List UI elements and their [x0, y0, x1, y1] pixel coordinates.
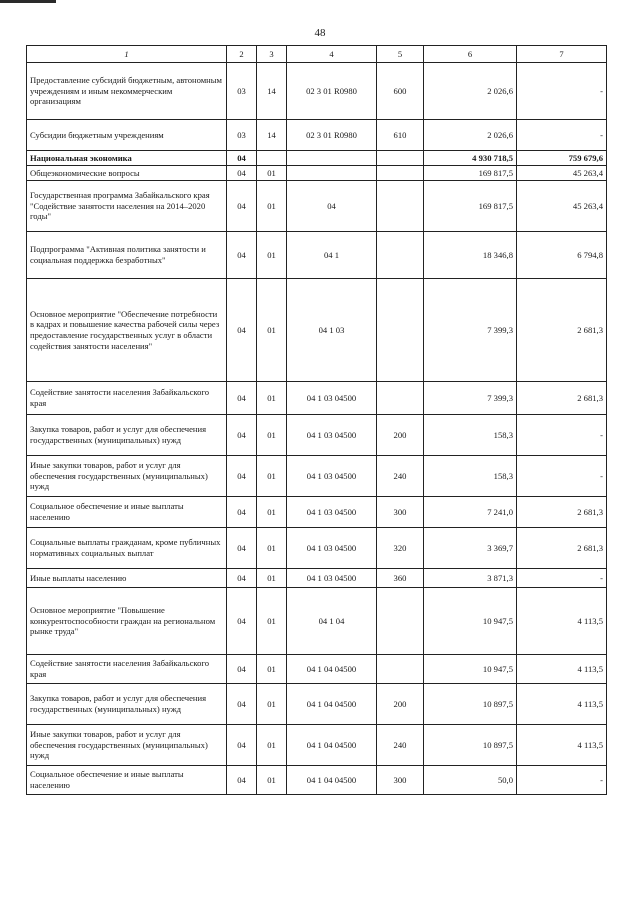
amount-col6: 158,3 [424, 456, 517, 497]
section-code: 04 [227, 279, 257, 382]
section-code: 03 [227, 63, 257, 120]
target-article-code: 04 1 04 [287, 588, 377, 655]
budget-table [26, 45, 607, 795]
amount-col6: 3 369,7 [424, 528, 517, 569]
section-code: 04 [227, 232, 257, 279]
target-article-code [287, 166, 377, 181]
table-row [27, 120, 607, 151]
subsection-code: 01 [257, 528, 287, 569]
expense-type-code [377, 181, 424, 232]
table-row [27, 151, 607, 166]
amount-col7: 4 113,5 [517, 725, 607, 766]
section-code: 04 [227, 588, 257, 655]
target-article-code: 02 3 01 R0980 [287, 120, 377, 151]
table-row [27, 588, 607, 655]
expense-type-code [377, 166, 424, 181]
table-row [27, 528, 607, 569]
subsection-code [257, 151, 287, 166]
column-header: 5 [377, 46, 424, 63]
table-row [27, 181, 607, 232]
item-name: Содействие занятости населения Забайкальского края [27, 382, 227, 415]
subsection-code: 01 [257, 456, 287, 497]
target-article-code: 04 1 [287, 232, 377, 279]
amount-col6: 10 947,5 [424, 588, 517, 655]
expense-type-code: 240 [377, 725, 424, 766]
column-header: 6 [424, 46, 517, 63]
target-article-code: 02 3 01 R0980 [287, 63, 377, 120]
item-name: Закупка товаров, работ и услуг для обеспечения государственных (муниципальных) нужд [27, 684, 227, 725]
amount-col6: 10 947,5 [424, 655, 517, 684]
target-article-code: 04 1 03 04500 [287, 528, 377, 569]
amount-col7: 4 113,5 [517, 684, 607, 725]
amount-col7: - [517, 766, 607, 795]
section-code: 04 [227, 569, 257, 588]
target-article-code: 04 1 04 04500 [287, 655, 377, 684]
scan-edge-mark [0, 0, 56, 3]
item-name: Социальное обеспечение и иные выплаты населению [27, 766, 227, 795]
section-code: 03 [227, 120, 257, 151]
table-row [27, 655, 607, 684]
amount-col6: 158,3 [424, 415, 517, 456]
expense-type-code [377, 151, 424, 166]
table-row [27, 415, 607, 456]
column-header: 3 [257, 46, 287, 63]
amount-col7: 2 681,3 [517, 382, 607, 415]
expense-type-code: 200 [377, 684, 424, 725]
target-article-code: 04 1 04 04500 [287, 684, 377, 725]
amount-col6: 10 897,5 [424, 725, 517, 766]
amount-col7: - [517, 63, 607, 120]
amount-col6: 4 930 718,5 [424, 151, 517, 166]
subsection-code: 01 [257, 382, 287, 415]
column-header: 7 [517, 46, 607, 63]
column-header: 2 [227, 46, 257, 63]
amount-col6: 7 399,3 [424, 382, 517, 415]
amount-col6: 2 026,6 [424, 120, 517, 151]
amount-col7: 759 679,6 [517, 151, 607, 166]
item-name: Иные выплаты населению [27, 569, 227, 588]
expense-type-code: 240 [377, 456, 424, 497]
subsection-code: 01 [257, 588, 287, 655]
amount-col7: 2 681,3 [517, 528, 607, 569]
amount-col6: 7 241,0 [424, 497, 517, 528]
amount-col7: - [517, 120, 607, 151]
table-row [27, 456, 607, 497]
expense-type-code [377, 588, 424, 655]
expense-type-code: 360 [377, 569, 424, 588]
amount-col6: 2 026,6 [424, 63, 517, 120]
amount-col7: - [517, 569, 607, 588]
item-name: Общеэкономические вопросы [27, 166, 227, 181]
target-article-code: 04 1 04 04500 [287, 766, 377, 795]
table-row [27, 725, 607, 766]
expense-type-code [377, 279, 424, 382]
table-row [27, 497, 607, 528]
amount-col7: 2 681,3 [517, 497, 607, 528]
section-code: 04 [227, 415, 257, 456]
target-article-code: 04 [287, 181, 377, 232]
section-code: 04 [227, 497, 257, 528]
amount-col7: 4 113,5 [517, 588, 607, 655]
amount-col7: 45 263,4 [517, 181, 607, 232]
expense-type-code: 300 [377, 766, 424, 795]
section-code: 04 [227, 684, 257, 725]
target-article-code: 04 1 03 04500 [287, 497, 377, 528]
amount-col7: 6 794,8 [517, 232, 607, 279]
header-row [27, 46, 607, 63]
column-header: 1 [27, 46, 227, 63]
expense-type-code: 610 [377, 120, 424, 151]
item-name: Иные закупки товаров, работ и услуг для обеспечения государственных (муниципальных) нужд [27, 725, 227, 766]
item-name: Социальное обеспечение и иные выплаты населению [27, 497, 227, 528]
amount-col6: 3 871,3 [424, 569, 517, 588]
subsection-code: 14 [257, 63, 287, 120]
amount-col7: 4 113,5 [517, 655, 607, 684]
expense-type-code: 320 [377, 528, 424, 569]
expense-type-code [377, 232, 424, 279]
amount-col6: 18 346,8 [424, 232, 517, 279]
item-name: Подпрограмма "Активная политика занятости и социальная поддержка безработных" [27, 232, 227, 279]
expense-type-code: 300 [377, 497, 424, 528]
item-name: Национальная экономика [27, 151, 227, 166]
target-article-code: 04 1 03 04500 [287, 569, 377, 588]
subsection-code: 01 [257, 279, 287, 382]
amount-col7: - [517, 415, 607, 456]
item-name: Содействие занятости населения Забайкальского края [27, 655, 227, 684]
subsection-code: 01 [257, 166, 287, 181]
section-code: 04 [227, 528, 257, 569]
amount-col7: - [517, 456, 607, 497]
item-name: Социальные выплаты гражданам, кроме публичных нормативных социальных выплат [27, 528, 227, 569]
item-name: Основное мероприятие "Обеспечение потребности в кадрах и повышение качества рабочей силы через предоставление государственных услуг в области содействия занятости населения" [27, 279, 227, 382]
target-article-code: 04 1 04 04500 [287, 725, 377, 766]
column-header: 4 [287, 46, 377, 63]
amount-col7: 45 263,4 [517, 166, 607, 181]
section-code: 04 [227, 655, 257, 684]
table-body [27, 63, 607, 795]
expense-type-code [377, 655, 424, 684]
subsection-code: 01 [257, 684, 287, 725]
expense-type-code [377, 382, 424, 415]
subsection-code: 01 [257, 497, 287, 528]
table-row [27, 166, 607, 181]
item-name: Закупка товаров, работ и услуг для обеспечения государственных (муниципальных) нужд [27, 415, 227, 456]
amount-col6: 7 399,3 [424, 279, 517, 382]
table-row [27, 232, 607, 279]
expense-type-code: 200 [377, 415, 424, 456]
table-row [27, 382, 607, 415]
section-code: 04 [227, 181, 257, 232]
section-code: 04 [227, 151, 257, 166]
table-row [27, 684, 607, 725]
subsection-code: 14 [257, 120, 287, 151]
amount-col6: 169 817,5 [424, 181, 517, 232]
item-name: Субсидии бюджетным учреждениям [27, 120, 227, 151]
section-code: 04 [227, 166, 257, 181]
target-article-code: 04 1 03 [287, 279, 377, 382]
table-row [27, 569, 607, 588]
expense-type-code: 600 [377, 63, 424, 120]
target-article-code: 04 1 03 04500 [287, 456, 377, 497]
item-name: Иные закупки товаров, работ и услуг для обеспечения государственных (муниципальных) нужд [27, 456, 227, 497]
table-row [27, 63, 607, 120]
section-code: 04 [227, 766, 257, 795]
target-article-code: 04 1 03 04500 [287, 415, 377, 456]
item-name: Предоставление субсидий бюджетным, автономным учреждениям и иным некоммерческим организациям [27, 63, 227, 120]
section-code: 04 [227, 725, 257, 766]
subsection-code: 01 [257, 232, 287, 279]
amount-col6: 50,0 [424, 766, 517, 795]
item-name: Государственная программа Забайкальского края "Содействие занятости населения на 2014–2020 годы" [27, 181, 227, 232]
amount-col7: 2 681,3 [517, 279, 607, 382]
subsection-code: 01 [257, 766, 287, 795]
subsection-code: 01 [257, 181, 287, 232]
amount-col6: 169 817,5 [424, 166, 517, 181]
item-name: Основное мероприятие "Повышение конкурентоспособности граждан на региональном рынке труда" [27, 588, 227, 655]
amount-col6: 10 897,5 [424, 684, 517, 725]
subsection-code: 01 [257, 569, 287, 588]
subsection-code: 01 [257, 655, 287, 684]
section-code: 04 [227, 382, 257, 415]
table-row [27, 766, 607, 795]
section-code: 04 [227, 456, 257, 497]
subsection-code: 01 [257, 415, 287, 456]
table-row [27, 279, 607, 382]
target-article-code: 04 1 03 04500 [287, 382, 377, 415]
subsection-code: 01 [257, 725, 287, 766]
target-article-code [287, 151, 377, 166]
page-number: 48 [314, 27, 326, 39]
